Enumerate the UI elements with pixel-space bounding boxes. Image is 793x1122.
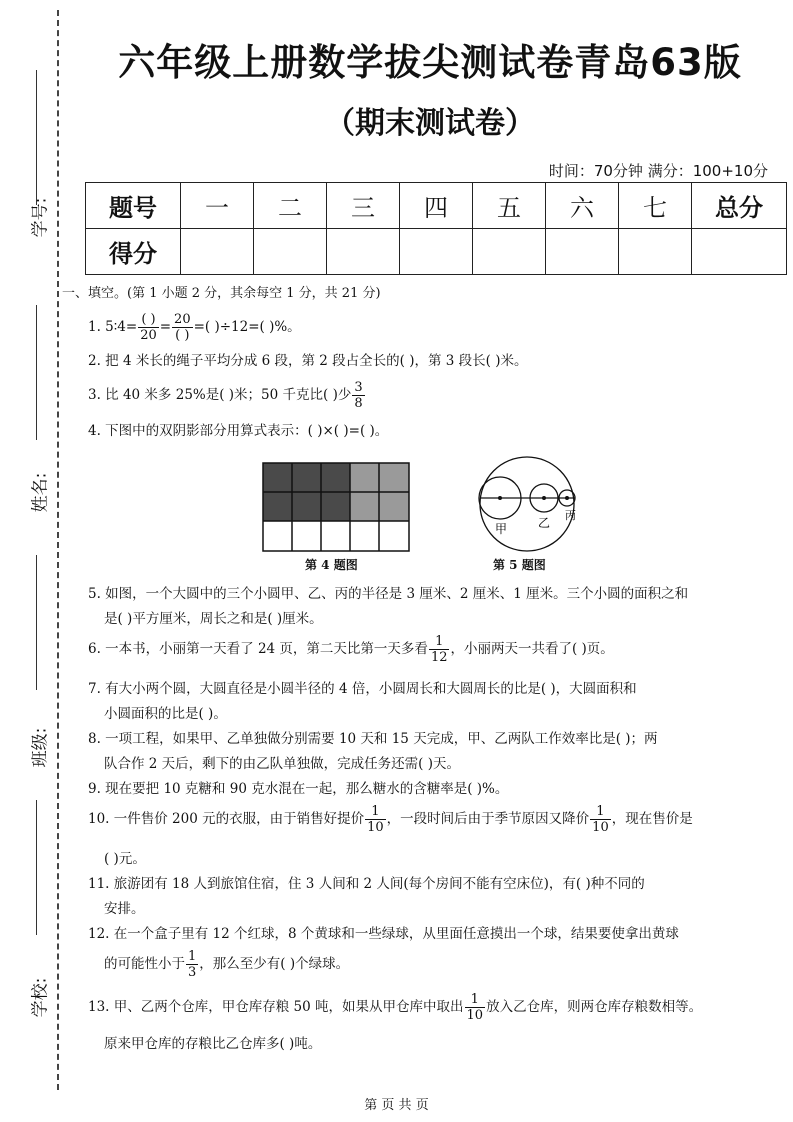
numerator: 3 <box>354 380 363 395</box>
label-yi: 乙 <box>538 516 551 530</box>
denominator: ( ) <box>175 328 190 343</box>
denominator: 20 <box>140 328 157 343</box>
question-11-line1: 11. 旅游团有 18 人到旅馆住宿，住 3 人间和 2 人间(每个房间不能有空床位)，有( )种不同的 <box>88 876 645 892</box>
score-cell[interactable] <box>254 229 327 275</box>
question-7-line2: 小圆面积的比是( )。 <box>104 706 227 722</box>
label-jia: 甲 <box>495 522 508 536</box>
numerator: 20 <box>174 312 191 327</box>
time-info: 时间：70分钟 满分：100+10分 <box>548 162 768 180</box>
score-cell[interactable] <box>619 229 692 275</box>
fraction <box>590 804 611 835</box>
header-cell: 题号 <box>86 183 181 229</box>
question-13-line1 <box>88 992 702 1023</box>
question-4: 4. 下图中的双阴影部分用算式表示：( )×( )=( )。 <box>88 423 389 439</box>
section-heading: 一、填空。(第 1 小题 2 分，其余每空 1 分，共 21 分) <box>62 286 381 301</box>
question-12-line2 <box>104 949 349 980</box>
name-label: 姓名: <box>30 472 51 513</box>
numerator: 1 <box>365 804 386 820</box>
fig5-caption: 第 5 题图 <box>493 558 546 572</box>
header-cell: 五 <box>473 183 546 229</box>
score-cell[interactable] <box>400 229 473 275</box>
question-12-line1: 12. 在一个盒子里有 12 个红球，8 个黄球和一些绿球，从里面任意摸出一个球，结果要使拿出黄球 <box>88 926 679 942</box>
page-subtitle: （期末测试卷） <box>325 106 535 141</box>
page-title: 六年级上册数学拔尖测试卷青岛63版 <box>118 41 742 84</box>
text: ，小丽两天一共看了( )页。 <box>450 641 614 657</box>
score-label-cell: 得分 <box>86 229 181 275</box>
denominator: 10 <box>466 1008 484 1023</box>
denominator: 10 <box>592 820 609 835</box>
fraction <box>172 312 193 343</box>
denominator: 12 <box>430 650 448 665</box>
fig5-circles <box>470 455 590 555</box>
text: ，一段时间后由于季节原因又降价 <box>386 811 590 827</box>
label-bing: 丙 <box>565 509 576 522</box>
header-cell: 三 <box>327 183 400 229</box>
fraction <box>186 949 198 980</box>
fraction <box>138 312 159 343</box>
question-2: 2. 把 4 米长的绳子平均分成 6 段，第 2 段占全长的( )，第 3 段长( )米。 <box>88 353 528 369</box>
fig4-caption: 第 4 题图 <box>305 558 358 572</box>
question-6 <box>88 634 614 665</box>
question-5-line1: 5. 如图，一个大圆中的三个小圆甲、乙、丙的半径是 3 厘米、2 厘米、1 厘米。三个小圆的面积之和 <box>88 586 689 602</box>
binding-dashed-line <box>57 10 59 1090</box>
numerator: 1 <box>429 634 450 650</box>
header-cell: 七 <box>619 183 692 229</box>
header-cell: 一 <box>181 183 254 229</box>
class-line <box>36 555 37 690</box>
text: 的可能性小于 <box>104 956 185 972</box>
score-cell[interactable] <box>546 229 619 275</box>
text: 1. 5∶4= <box>88 319 138 335</box>
numerator: ( ) <box>138 312 159 328</box>
numerator: 1 <box>590 804 611 820</box>
table-row <box>86 183 787 229</box>
text: 10. 一件售价 200 元的衣服，由于销售好提价 <box>88 811 365 827</box>
question-3 <box>88 380 366 411</box>
question-9: 9. 现在要把 10 克糖和 90 克水混在一起，那么糖水的含糖率是( )%。 <box>88 781 509 797</box>
numerator: 1 <box>188 949 197 964</box>
denominator: 3 <box>188 965 197 980</box>
text: 3. 比 40 米多 25%是( )米；50 千克比( )少 <box>88 387 352 403</box>
header-cell: 四 <box>400 183 473 229</box>
page-footer: 第 页 共 页 <box>364 1098 429 1113</box>
numerator: 1 <box>465 992 486 1008</box>
denominator: 8 <box>354 396 363 411</box>
question-13-line2: 原来甲仓库的存粮比乙仓库多( )吨。 <box>104 1036 322 1052</box>
student-id-label: 学号: <box>30 197 51 238</box>
table-row <box>86 229 787 275</box>
question-11-line2: 安排。 <box>104 901 145 917</box>
fraction <box>465 992 486 1023</box>
fig4-grid <box>262 462 412 554</box>
text: 6. 一本书，小丽第一天看了 24 页，第二天比第一天多看 <box>88 641 428 657</box>
text: ，那么至少有( )个绿球。 <box>199 956 350 972</box>
score-cell[interactable] <box>327 229 400 275</box>
denominator: 10 <box>367 820 384 835</box>
fraction <box>429 634 450 665</box>
school-label: 学校: <box>30 977 51 1018</box>
name-line <box>36 305 37 440</box>
score-cell[interactable] <box>181 229 254 275</box>
score-cell[interactable] <box>692 229 787 275</box>
text: = <box>159 319 172 335</box>
score-table <box>85 182 787 275</box>
school-line <box>36 800 37 935</box>
header-cell: 二 <box>254 183 327 229</box>
header-cell: 六 <box>546 183 619 229</box>
fraction <box>365 804 386 835</box>
fraction <box>352 380 364 411</box>
question-7-line1: 7. 有大小两个圆，大圆直径是小圆半径的 4 倍，小圆周长和大圆周长的比是( )，大圆面积和 <box>88 681 637 697</box>
text: 13. 甲、乙两个仓库，甲仓库存粮 50 吨，如果从甲仓库中取出 <box>88 999 464 1015</box>
big-circle <box>480 457 574 551</box>
text: ，现在售价是 <box>611 811 693 827</box>
question-5-line2: 是( )平方厘米，周长之和是( )厘米。 <box>104 611 323 627</box>
score-cell[interactable] <box>473 229 546 275</box>
text: 放入乙仓库，则两仓库存粮数相等。 <box>486 999 703 1015</box>
question-10-line1 <box>88 804 693 835</box>
class-label: 班级: <box>30 727 51 768</box>
text: =( )÷12=( )%。 <box>193 319 301 335</box>
question-8-line1: 8. 一项工程，如果甲、乙单独做分别需要 10 天和 15 天完成，甲、乙两队工作效率比是( )；两 <box>88 731 658 747</box>
header-cell: 总分 <box>692 183 787 229</box>
question-8-line2: 队合作 2 天后，剩下的由乙队单独做，完成任务还需( )天。 <box>104 756 460 772</box>
question-10-line2: ( )元。 <box>104 851 146 867</box>
question-1 <box>88 312 301 343</box>
